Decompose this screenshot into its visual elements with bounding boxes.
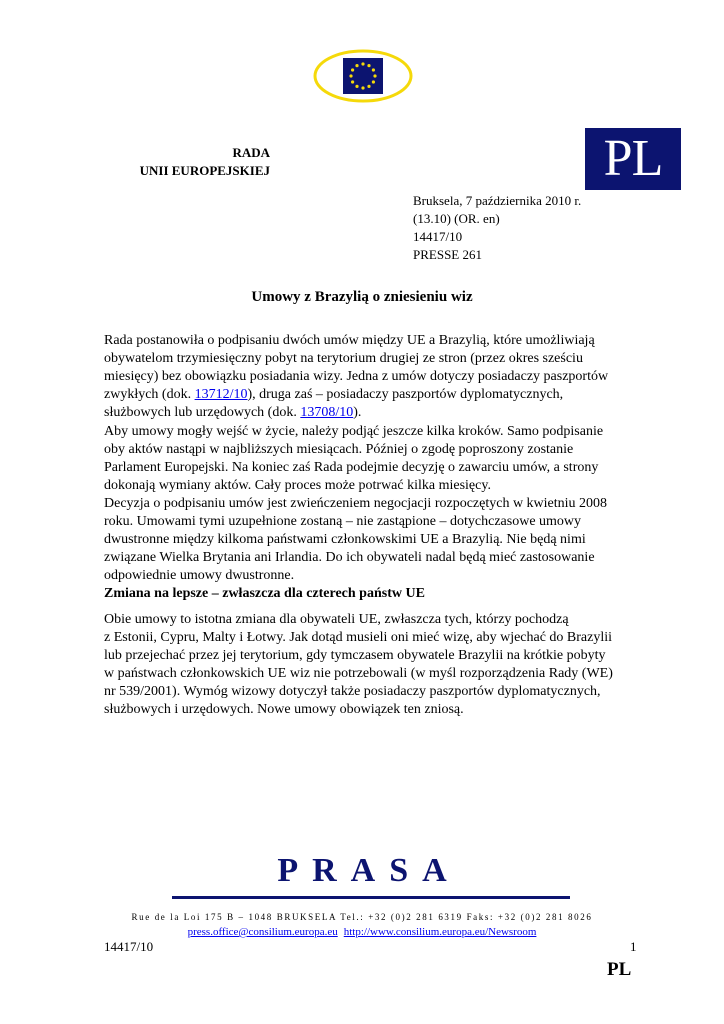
text-span: służbowych lub urzędowych (dok. xyxy=(104,405,301,420)
text-line: odpowiednie umowy dwustronne. xyxy=(104,568,295,583)
document-date: Bruksela, 7 października 2010 r. xyxy=(413,193,582,208)
page-number: 1 xyxy=(630,939,637,954)
text-line: obywatelom trzymiesięczny pobyt na terytorium drugiej ze stron (przez okres sześciu xyxy=(104,351,583,366)
text-line: Rada postanowiła o podpisaniu dwóch umów między UE a Brazylią, które umożliwiają xyxy=(104,333,595,348)
text-line: lub przejechać przez jej terytorium, gdy tymczasem obywatele Brazylii na krótkie pobyty xyxy=(104,648,606,663)
text-line: miesięcy) bez obowiązku posiadania wizy. Jedna z umów dotyczy posiadaczy paszportów xyxy=(104,369,609,384)
press-banner: PRASA xyxy=(277,852,461,889)
page-title: Umowy z Brazylią o zniesieniu wiz xyxy=(251,289,473,305)
text-line: Parlament Europejski. Na koniec zaś Rada podejmie decyzję o zawarciu umów, a strony xyxy=(104,460,599,475)
text-line: nr 539/2001). Wymóg wizowy dotyczył także posiadaczy paszportów dyplomatycznych, xyxy=(104,684,601,699)
council-logo xyxy=(313,49,413,103)
text-line xyxy=(104,404,624,422)
text-span: zwykłych (dok. xyxy=(104,387,195,402)
paragraph-2 xyxy=(104,423,624,495)
text-line: Obie umowy to istotna zmiana dla obywateli UE, zwłaszcza tych, którzy pochodzą xyxy=(104,612,569,627)
text-line: roku. Umowami tymi uzupełnione zostaną – nie zastąpione – dotychczasowe umowy xyxy=(104,514,582,529)
text-line: związane Wielka Brytania ani Irlandia. Do ich obywateli nadal będą mieć zastosowanie xyxy=(104,550,595,565)
text-line: dokonają wymiany aktów. Cały proces może potrwać kilka miesięcy. xyxy=(104,478,491,493)
institution-name xyxy=(120,144,270,180)
text-span: ), druga zaś – posiadaczy paszportów dyplomatycznych, xyxy=(247,387,564,402)
institution-line-2: UNII EUROPEJSKIEJ xyxy=(139,163,270,178)
paragraph-3 xyxy=(104,495,624,585)
language-badge: PL xyxy=(585,128,681,190)
paragraph-4 xyxy=(104,611,624,719)
section-subheading: Zmiana na lepsze – zwłaszcza dla czterech państw UE xyxy=(104,586,425,601)
press-email-link[interactable]: press.office@consilium.europa.eu xyxy=(187,926,338,938)
press-reference: PRESSE 261 xyxy=(413,247,482,262)
text-line: dwustronne między kilkoma państwami członkowskimi UE a Brazylią. Nie będą nimi xyxy=(104,532,586,547)
contact-address: Rue de la Loi 175 B – 1048 BRUKSELA Tel.: +32 (0)2 281 6319 Faks: +32 (0)2 281 8026 xyxy=(131,912,593,922)
footer-doc-number: 14417/10 xyxy=(104,939,154,954)
paragraph-1 xyxy=(104,332,624,422)
doc-link-13708[interactable]: 13708/10 xyxy=(300,405,354,420)
newsroom-link[interactable]: http://www.consilium.europa.eu/Newsroom xyxy=(343,926,537,938)
text-line xyxy=(104,386,624,404)
institution-line-1: RADA xyxy=(232,145,270,160)
text-line: służbowych i urzędowych. Nowe umowy obowiązek ten zniosą. xyxy=(104,702,464,717)
text-line: oby aktów nastąpi w najbliższych miesiącach. Później o zgodę poproszony zostanie xyxy=(104,442,574,457)
document-version: (13.10) (OR. en) xyxy=(413,211,500,226)
footer-language-code: PL xyxy=(607,959,632,980)
doc-link-13712[interactable]: 13712/10 xyxy=(194,387,248,402)
text-span: ). xyxy=(353,405,362,420)
press-banner-rule xyxy=(172,896,570,899)
text-line: Aby umowy mogły wejść w życie, należy podjąć jeszcze kilka kroków. Samo podpisanie xyxy=(104,424,604,439)
text-line: z Estonii, Cypru, Malty i Łotwy. Jak dotąd musieli oni mieć wizę, aby wjechać do Brazylii xyxy=(104,630,613,645)
contact-links xyxy=(0,926,724,938)
document-number: 14417/10 xyxy=(413,229,463,244)
text-line: Decyzja o podpisaniu umów jest zwieńczeniem negocjacji rozpoczętych w kwietniu 2008 xyxy=(104,496,608,511)
document-meta xyxy=(413,192,581,264)
eu-flag-icon xyxy=(313,49,413,103)
text-line: w państwach członkowskich UE wiz nie potrzebowali (w myśl rozporządzenia Rady (WE) xyxy=(104,666,613,681)
